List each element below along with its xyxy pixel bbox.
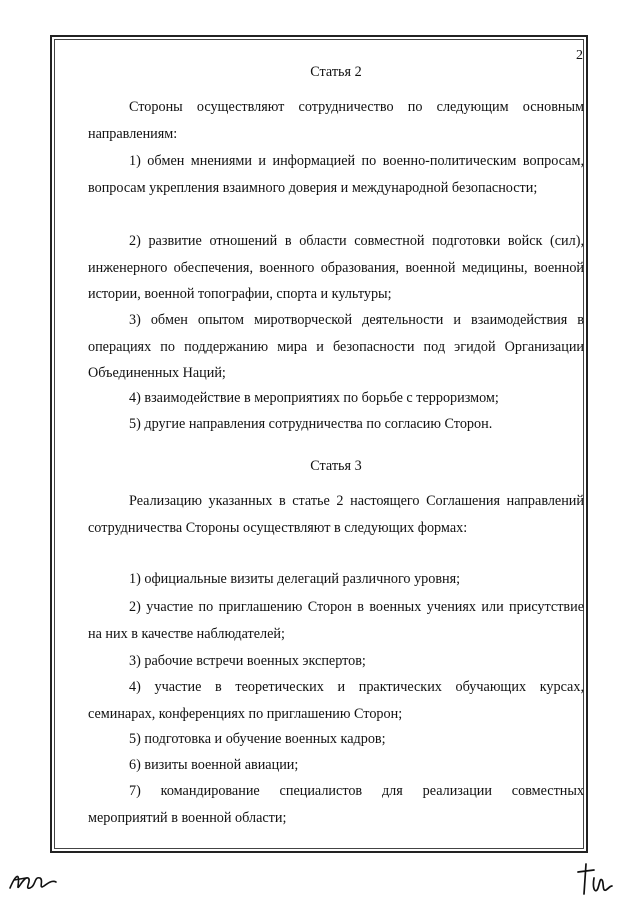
article-3-item-1: 1) официальные визиты делегаций различного уровня; (129, 571, 461, 587)
article-3-intro: Реализацию указанных в статье 2 настоящего Соглашения направлений сотрудничества Стороны осуществляют в следующих формах: (88, 493, 584, 536)
article-3-item-4: 4) участие в теоретических и практических обучающих курсах, семинарах, конференциях по приглашению Сторон; (88, 679, 584, 722)
initials-left-signature (6, 866, 66, 898)
article-2-item-2: 2) развитие отношений в области совместной подготовки войск (сил), инженерного обеспечения, военного образования, военной медицины, военной истории, военной топографии, спорта и культуры; (88, 233, 584, 302)
article-3-heading: Статья 3 (310, 458, 362, 474)
article-2-intro: Стороны осуществляют сотрудничество по следующим основным направлениям: (88, 99, 584, 142)
article-2-heading: Статья 2 (310, 64, 362, 80)
article-2-item-1: 1) обмен мнениями и информацией по военно-политическим вопросам, вопросам укрепления взаимного доверия и международной безопасности; (88, 153, 584, 196)
article-3-item-7: 7) командирование специалистов для реализации совместных мероприятий в военной области; (88, 783, 584, 826)
page-number: 2 (576, 48, 583, 63)
article-2-item-4: 4) взаимодействие в мероприятиях по борьбе с терроризмом; (129, 390, 499, 406)
article-3-item-3: 3) рабочие встречи военных экспертов; (129, 653, 366, 669)
article-2-item-5: 5) другие направления сотрудничества по согласию Сторон. (129, 416, 493, 432)
article-3-item-5: 5) подготовка и обучение военных кадров; (129, 731, 386, 747)
article-3-item-2: 2) участие по приглашению Сторон в военных учениях или присутствие на них в качестве наблюдателей; (88, 599, 584, 642)
article-3-item-6: 6) визиты военной авиации; (129, 757, 299, 773)
initials-right-signature (576, 860, 616, 900)
article-2-item-3: 3) обмен опытом миротворческой деятельности и взаимодействия в операциях по поддержанию мира и безопасности под эгидой Организации Объединенных Наций; (88, 312, 584, 381)
